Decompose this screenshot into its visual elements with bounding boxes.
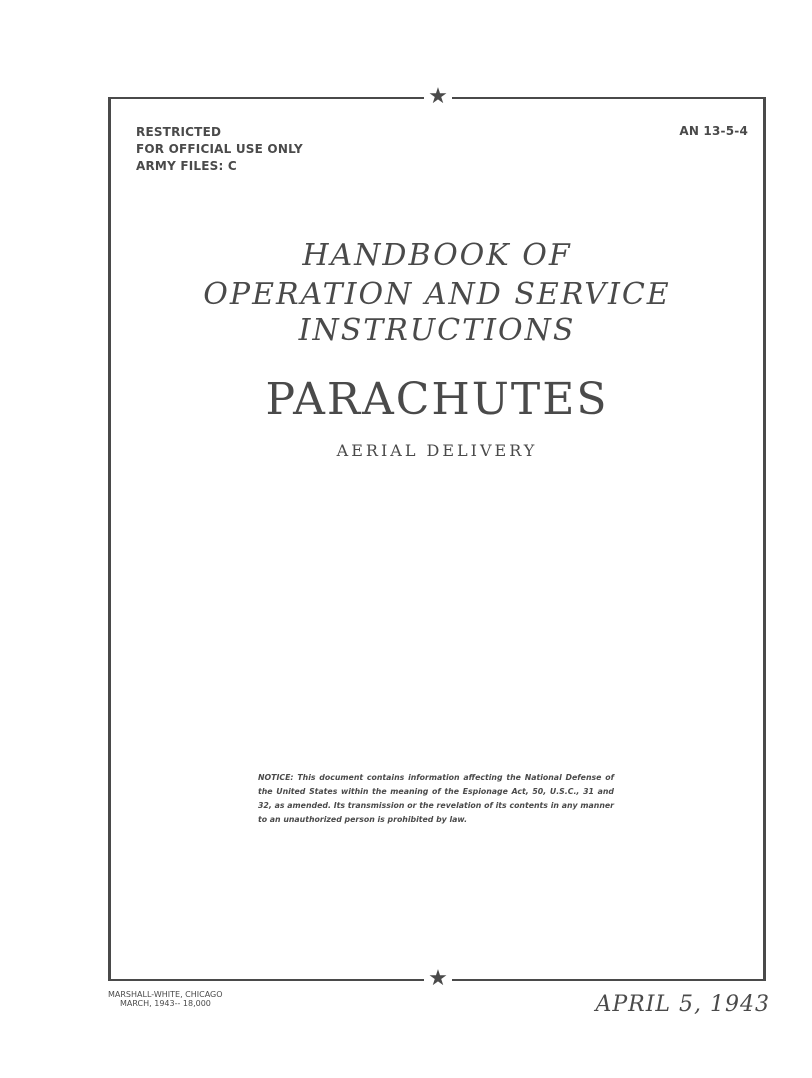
document-number: AN 13-5-4 xyxy=(679,124,748,138)
title-line-1: HANDBOOK OF xyxy=(302,238,572,273)
classification-block xyxy=(136,124,303,175)
publication-date: APRIL 5, 1943 xyxy=(595,992,770,1017)
army-files-label: ARMY FILES: C xyxy=(136,159,237,173)
subtitle: AERIAL DELIVERY xyxy=(336,441,538,460)
bottom-rule-left xyxy=(108,979,424,981)
bottom-star-icon: ★ xyxy=(428,966,448,991)
page-border xyxy=(108,97,766,981)
classification-label: RESTRICTED xyxy=(136,125,222,139)
printer-imprint xyxy=(108,990,223,1008)
print-run: MARCH, 1943-- 18,000 xyxy=(120,999,211,1008)
top-rule-right xyxy=(452,97,766,99)
top-star-icon: ★ xyxy=(428,84,448,109)
bottom-rule-right xyxy=(452,979,766,981)
handling-label: FOR OFFICIAL USE ONLY xyxy=(136,142,303,156)
espionage-notice: NOTICE: This document contains information affecting the National Defense of the United States within the meaning of the Espionage Act, 50, U.S.C., 31 and 32, as amended. Its transmission or the revelation of its contents in any manner to an unauthorized person is prohibited by law. xyxy=(258,773,614,824)
title-line-2: OPERATION AND SERVICE xyxy=(203,277,671,312)
printer-name: MARSHALL-WHITE, CHICAGO xyxy=(108,990,223,999)
main-title: PARACHUTES xyxy=(265,374,609,425)
top-rule-left xyxy=(108,97,424,99)
title-line-3: INSTRUCTIONS xyxy=(298,313,576,348)
